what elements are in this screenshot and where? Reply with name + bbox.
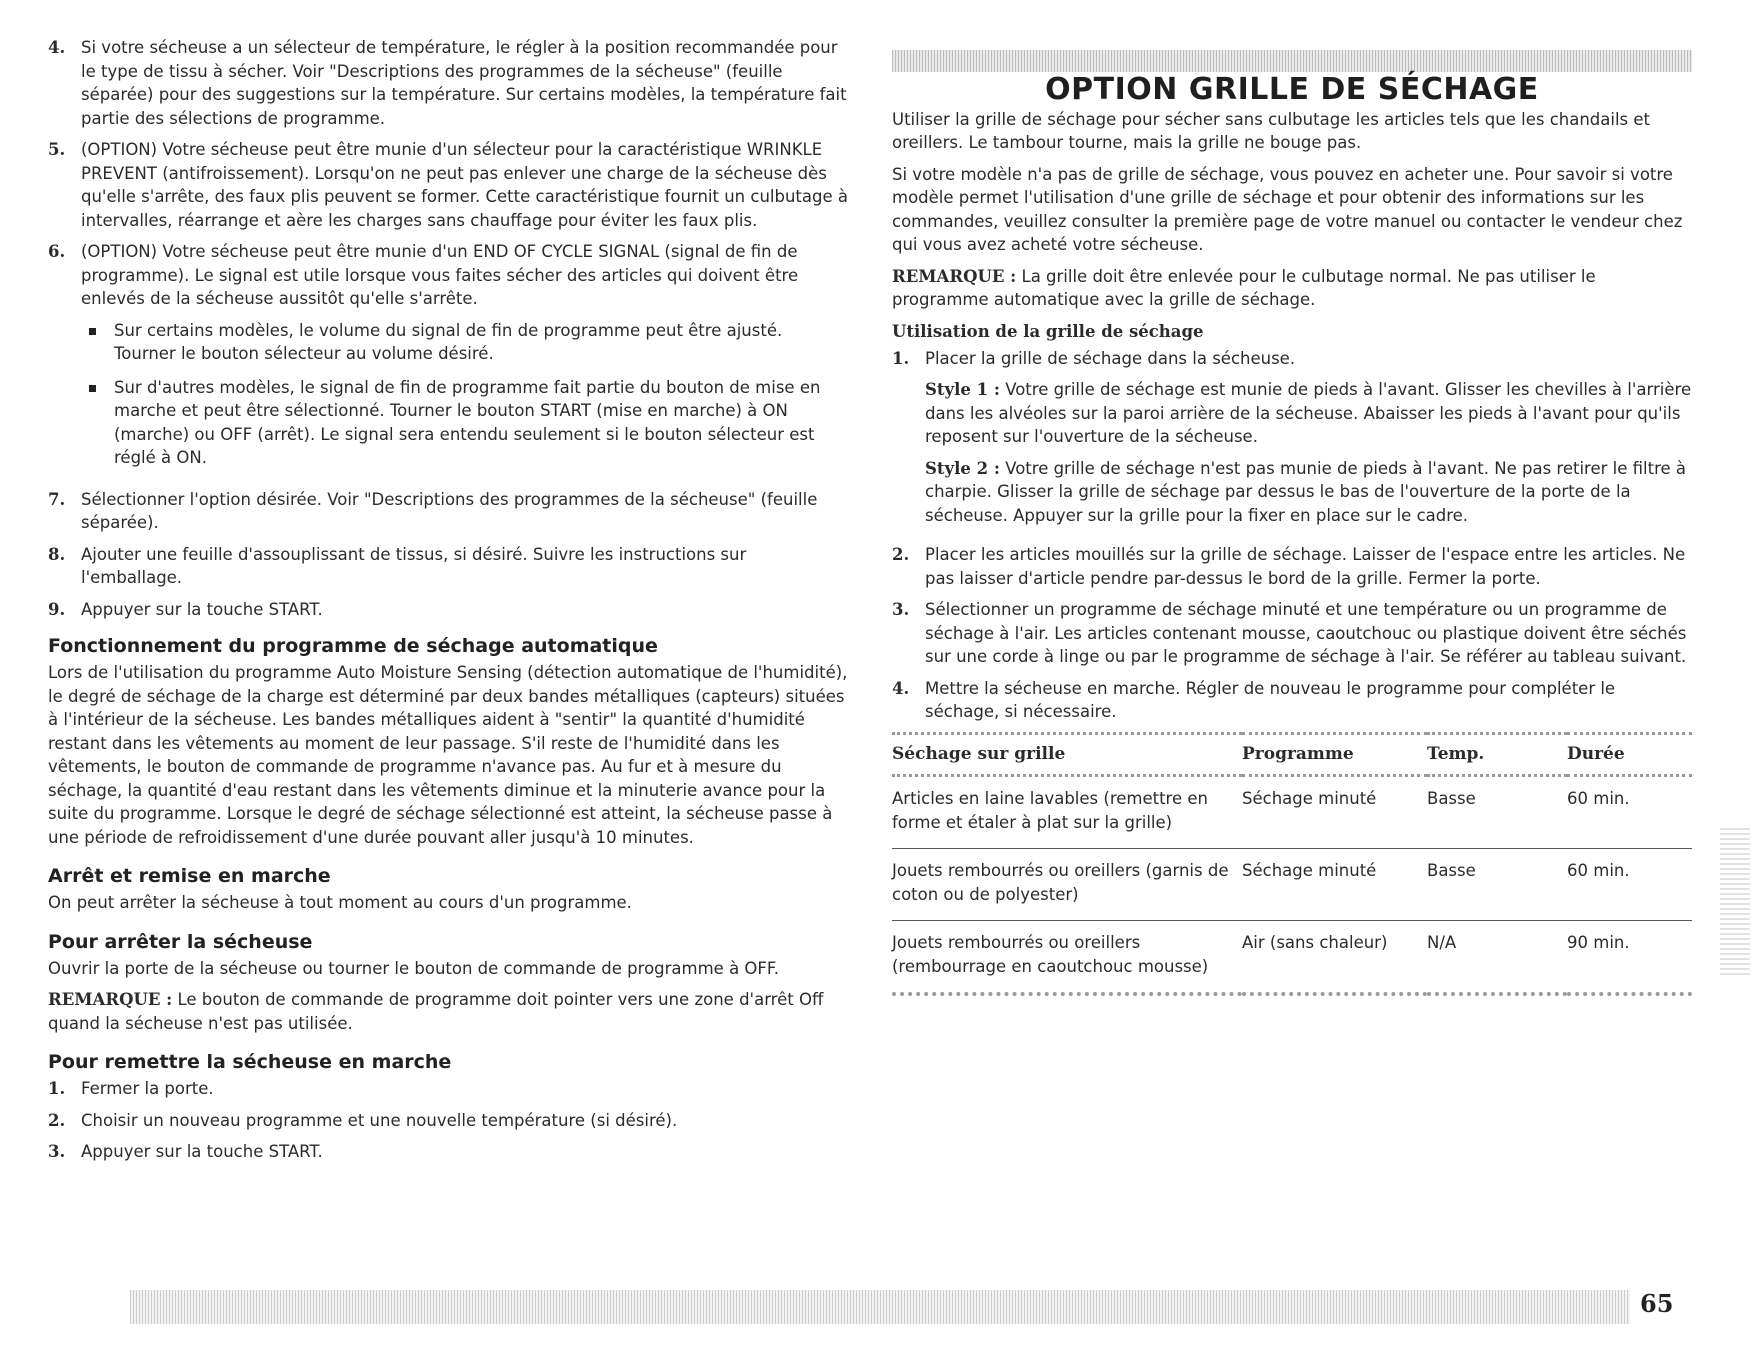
restart-step: 3. Appuyer sur la touche START. — [48, 1142, 323, 1161]
note-label: REMARQUE : — [48, 990, 173, 1009]
table-cell: 60 min. — [1567, 776, 1692, 849]
auto-dry-heading: Fonctionnement du programme de séchage automatique — [48, 635, 658, 657]
rack-step-3: 3. Sélectionner un programme de séchage minuté et une température ou un programme de séchage à l'air. Les articles contenant mousse, caoutchouc ou plastique doivent être séchés sur une corde à linge ou par le programme de séchage à l'air. Se référer au tableau suivant. — [892, 600, 1687, 666]
step-9: 9. Appuyer sur la touche START. — [48, 599, 323, 619]
table-cell: Jouets rembourrés ou oreillers (rembourrage en caoutchouc mousse) — [892, 921, 1242, 995]
table-cell: N/A — [1427, 921, 1567, 995]
table-row — [892, 776, 1692, 849]
style-1-text: Style 1 : Votre grille de séchage est munie de pieds à l'avant. Glisser les chevilles à l'arrière dans les alvéoles sur la paroi arrière de la sécheuse. Abaisser les pieds à l'avant pour qu'ils reposent sur l'ouverture de la sécheuse. — [925, 380, 1692, 446]
style-2-text: Style 2 : Votre grille de séchage n'est pas munie de pieds à l'avant. Ne pas retirer le filtre à charpie. Glisser la grille de séchage par dessus le bas de l'ouverture de la porte de la sécheuse. Appuyer sur la grille pour la fixer en place sur le cadre. — [925, 458, 1686, 525]
table-header: Séchage sur grille — [892, 733, 1242, 776]
restart-dryer-heading: Pour remettre la sécheuse en marche — [48, 1051, 452, 1073]
step-4: 4. Si votre sécheuse a un sélecteur de température, le régler à la position recommandée pour le type de tissu à sécher. Voir "Descriptions des programmes de la sécheuse" (feuille séparée) pour des suggestions sur la température. Sur certains modèles, la température fait partie des sélections de programme. — [48, 38, 847, 128]
table-cell: 60 min. — [1567, 849, 1692, 921]
bullet-square-icon — [81, 319, 114, 366]
style-2-label: Style 2 : — [925, 458, 1000, 478]
rack-step-4: 4. Mettre la sécheuse en marche. Régler de nouveau le programme pour compléter le séchage, si nécessaire. — [892, 678, 1616, 721]
stop-dryer-text: Ouvrir la porte de la sécheuse ou tourner le bouton de commande de programme à OFF. — [48, 958, 779, 978]
table-cell: Jouets rembourrés ou oreillers (garnis de coton ou de polyester) — [892, 849, 1242, 921]
decorative-top-bar — [892, 50, 1692, 72]
table-cell: 90 min. — [1567, 921, 1692, 995]
drying-rack-title: OPTION GRILLE DE SÉCHAGE — [1045, 72, 1539, 107]
note-label: REMARQUE : — [892, 266, 1017, 286]
language-side-tab-mark — [1720, 825, 1750, 975]
style-1-label: Style 1 : — [925, 380, 1000, 399]
table-header-row — [892, 733, 1692, 776]
rack-step-1: 1. Placer la grille de séchage dans la sécheuse. Style 1 : Votre grille de séchage est munie de pieds à l'avant. Glisser les chevilles à l'arrière dans les alvéoles sur la paroi arrière de la sécheuse. Abaisser les pieds à l'avant pour qu'ils reposent sur l'ouverture de la sécheuse. Style 2 : Votre grille de séchage n'est pas munie de pieds à l'avant. Ne pas retirer le filtre à charpie. Glisser la grille de séchage par dessus le bas de l'ouverture de la porte de la sécheuse. Appuyer sur la grille pour la fixer en place sur le cadre. — [892, 347, 1692, 536]
table-header: Programme — [1242, 733, 1427, 776]
table-cell: Basse — [1427, 849, 1567, 921]
table-header: Durée — [1567, 733, 1692, 776]
stop-restart-text: On peut arrêter la sécheuse à tout moment au cours d'un programme. — [48, 893, 632, 912]
note-text: La grille doit être enlevée pour le culbutage normal. Ne pas utiliser le programme automatique avec la grille de séchage. — [892, 266, 1596, 309]
rack-use-heading: Utilisation de la grille de séchage — [892, 321, 1204, 341]
auto-dry-text: Lors de l'utilisation du programme Auto Moisture Sensing (détection automatique de l'humidité), le degré de séchage de la charge est déterminé par deux bandes métalliques (capteurs) situées à l'intérieur de la sécheuse. Les bandes métalliques aident à "sentir" la quantité d'humidité restant dans les vêtements au moment de leur passage. S'il reste de l'humidité dans les vêtements, le bouton de commande de programme n'avance pas. Au fur et à mesure du séchage, la quantité d'eau restant dans les vêtements diminue et la minuterie avance pour la suite du programme. Lorsque le degré de séchage sélectionné est atteint, la sécheuse passe à une période de refroidissement d'une durée pouvant aller jusqu'à 10 minutes. — [48, 663, 848, 847]
step-5: 5. (OPTION) Votre sécheuse peut être munie d'un sélecteur pour la caractéristique WRINKLE PREVENT (antifroissement). Lorsqu'on ne peut pas enlever une charge de la sécheuse dès qu'elle s'arrête, des faux plis peuvent se former. Cette caractéristique fournit un culbutage à intervalles, réarrange et aère les charges sans chauffage pour éviter les faux plis. — [48, 140, 848, 230]
stop-dryer-heading: Pour arrêter la sécheuse — [48, 930, 313, 953]
rack-step-2: 2. Placer les articles mouillés sur la grille de séchage. Laisser de l'espace entre les articles. Ne pas laisser d'article pendre par-dessus le bord de la grille. Fermer la porte. — [892, 545, 1686, 588]
step-7: 7. Sélectionner l'option désirée. Voir "Descriptions des programmes de la sécheuse" (feuille séparée). — [48, 489, 818, 532]
table-row — [892, 849, 1692, 921]
table-cell: Air (sans chaleur) — [1242, 921, 1427, 995]
right-column — [892, 50, 1692, 996]
table-cell: Articles en laine lavables (remettre en forme et étaler à plat sur la grille) — [892, 776, 1242, 849]
decorative-footer-bar — [130, 1290, 1630, 1324]
page-number: 65 — [1630, 1289, 1673, 1318]
signal-bullets — [81, 319, 848, 470]
restart-step: 2. Choisir un nouveau programme et une nouvelle température (si désiré). — [48, 1110, 678, 1130]
rack-intro-2: Si votre modèle n'a pas de grille de séchage, vous pouvez en acheter une. Pour savoir si votre modèle permet l'utilisation d'une grille de séchage et pour obtenir des informations sur les commandes, veuillez consulter la première page de votre manuel ou contacter le vendeur chez qui vous avez acheté votre sécheuse. — [892, 164, 1683, 254]
bullet-square-icon — [81, 376, 114, 470]
bullet-item: Sur certains modèles, le volume du signal de fin de programme peut être ajusté. Tourner le bouton sélecteur au volume désiré. — [81, 319, 848, 366]
table-cell: Séchage minuté — [1242, 776, 1427, 849]
dry-steps-list — [48, 36, 848, 621]
left-note — [48, 988, 848, 1035]
table-row — [892, 921, 1692, 995]
rack-steps-list — [892, 347, 1692, 724]
rack-intro-1: Utiliser la grille de séchage pour sécher sans culbutage les articles tels que les chandails et oreillers. Le tambour tourne, mais la grille ne bouge pas. — [892, 109, 1651, 152]
rack-drying-table — [892, 732, 1692, 997]
step-6: 6. (OPTION) Votre sécheuse peut être munie d'un END OF CYCLE SIGNAL (signal de fin de programme). Le signal est utile lorsque vous faites sécher des articles qui doivent être enlevés de la sécheuse aussitôt qu'elle s'arrête. Sur certains modèles, le volume du signal de fin de programme peut être ajusté. Tourner le bouton sélecteur au volume désiré. Sur d'autres modèles, le signal de fin de programme fait partie du bouton de mise en marche et peut être sélectionné. Tourner le bouton START (mise en marche) à ON (marche) ou OFF (arrêt). Le signal sera entendu seulement si le bouton sélecteur est réglé à ON. — [48, 240, 848, 480]
restart-step: 1. Fermer la porte. — [48, 1079, 214, 1098]
stop-restart-heading: Arrêt et remise en marche — [48, 865, 331, 887]
rack-step-1-text: Placer la grille de séchage dans la sécheuse. — [925, 348, 1296, 368]
table-header: Temp. — [1427, 733, 1567, 776]
table-cell: Basse — [1427, 776, 1567, 849]
right-note — [892, 265, 1692, 312]
bullet-item: Sur d'autres modèles, le signal de fin de programme fait partie du bouton de mise en marche et peut être sélectionné. Tourner le bouton START (mise en marche) à ON (marche) ou OFF (arrêt). Le signal sera entendu seulement si le bouton sélecteur est réglé à ON. — [81, 376, 848, 470]
table-cell: Séchage minuté — [1242, 849, 1427, 921]
left-column — [48, 36, 848, 1172]
restart-steps-list — [48, 1077, 848, 1164]
step-8: 8. Ajouter une feuille d'assouplissant de tissus, si désiré. Suivre les instructions sur l'emballage. — [48, 544, 747, 587]
step-6-text: (OPTION) Votre sécheuse peut être munie d'un END OF CYCLE SIGNAL (signal de fin de programme). Le signal est utile lorsque vous faites sécher des articles qui doivent être enlevés de la sécheuse aussitôt qu'elle s'arrête. — [81, 242, 799, 308]
note-text: Le bouton de commande de programme doit pointer vers une zone d'arrêt Off quand la sécheuse n'est pas utilisée. — [48, 990, 824, 1033]
